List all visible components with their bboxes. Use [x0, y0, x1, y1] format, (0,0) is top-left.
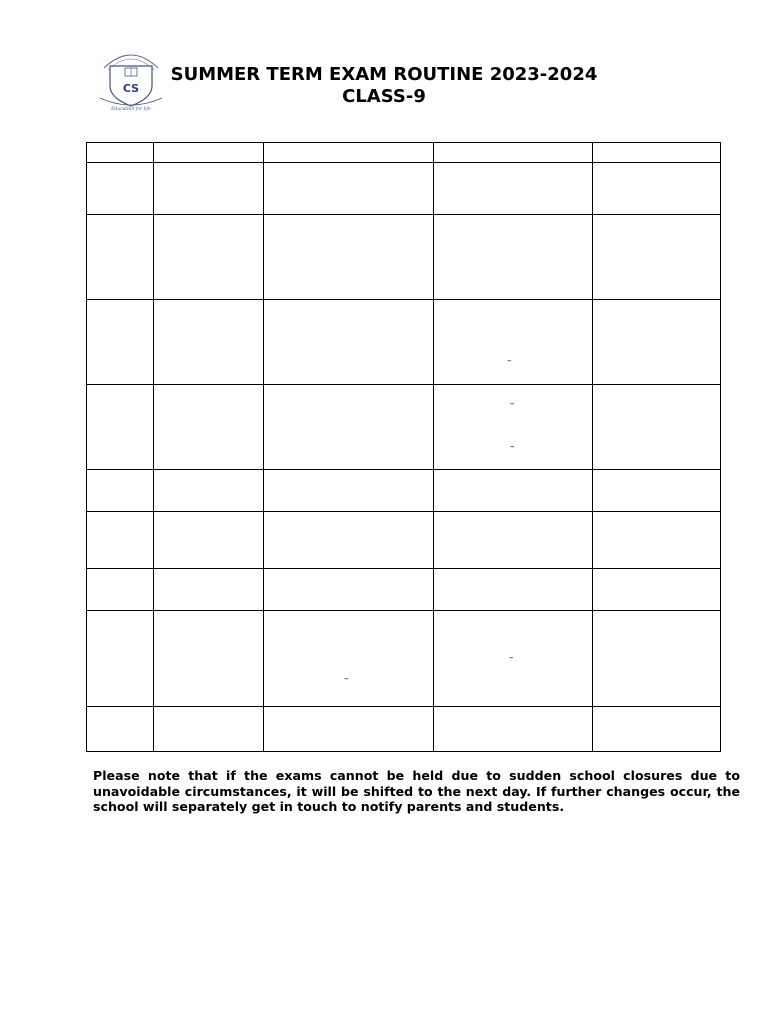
table-row — [87, 215, 721, 300]
dash-mark: – — [507, 356, 512, 366]
table-cell — [593, 611, 721, 707]
exam-routine-table — [86, 142, 721, 752]
table-cell — [154, 300, 264, 385]
table-cell — [87, 611, 154, 707]
table-row — [87, 163, 721, 215]
table-cell — [87, 300, 154, 385]
table-cell — [434, 163, 593, 215]
table-cell — [593, 163, 721, 215]
dash-mark: – — [509, 653, 514, 663]
table-cell — [434, 611, 593, 707]
logo-motto: Education for life — [111, 107, 151, 112]
table-cell — [434, 215, 593, 300]
table-cell — [264, 385, 434, 470]
table-cell — [593, 470, 721, 512]
table-cell — [434, 300, 593, 385]
header-cell — [264, 143, 434, 163]
table-cell — [264, 470, 434, 512]
table-cell — [593, 569, 721, 611]
table-cell — [264, 300, 434, 385]
table-cell — [87, 470, 154, 512]
table-row — [87, 300, 721, 385]
table-cell — [154, 385, 264, 470]
table-cell — [593, 512, 721, 569]
title-line-1: SUMMER TERM EXAM ROUTINE 2023-2024 — [170, 64, 598, 85]
table-cell — [154, 163, 264, 215]
table-cell — [264, 707, 434, 752]
table-cell — [264, 569, 434, 611]
table-cell — [87, 215, 154, 300]
document-title — [120, 64, 648, 108]
table-cell — [593, 707, 721, 752]
table-row — [87, 385, 721, 470]
logo-initials: CS — [122, 82, 140, 95]
header-cell — [154, 143, 264, 163]
table-cell — [434, 569, 593, 611]
table-cell — [593, 300, 721, 385]
table-cell — [264, 215, 434, 300]
table-cell — [154, 470, 264, 512]
title-line-2: CLASS-9 — [342, 86, 426, 107]
table-cell — [87, 163, 154, 215]
table-row — [87, 707, 721, 752]
table-cell — [434, 707, 593, 752]
table-cell — [87, 707, 154, 752]
table-row — [87, 611, 721, 707]
table-row — [87, 470, 721, 512]
table-cell — [264, 611, 434, 707]
table-cell — [154, 215, 264, 300]
header-cell — [434, 143, 593, 163]
table-cell — [87, 385, 154, 470]
table-cell — [154, 707, 264, 752]
table-cell — [434, 470, 593, 512]
table-cell — [154, 611, 264, 707]
table-cell — [154, 569, 264, 611]
table-header-row — [87, 143, 721, 163]
table-cell — [593, 385, 721, 470]
dash-mark-pair: – – — [510, 399, 515, 452]
table-cell — [264, 512, 434, 569]
header-cell — [87, 143, 154, 163]
dash-mark: – — [344, 674, 349, 684]
header-cell — [593, 143, 721, 163]
table-row — [87, 569, 721, 611]
table-cell — [434, 385, 593, 470]
table-row — [87, 512, 721, 569]
table-cell — [434, 512, 593, 569]
table-cell — [87, 512, 154, 569]
table-cell — [154, 512, 264, 569]
table-cell — [593, 215, 721, 300]
closure-note: Please note that if the exams cannot be held due to sudden school closures due to unavoidable circumstances, it will be shifted to the next day. If further changes occur, the school will separately get in touch to notify parents and students. — [93, 768, 740, 814]
table-cell — [264, 163, 434, 215]
table-cell — [87, 569, 154, 611]
